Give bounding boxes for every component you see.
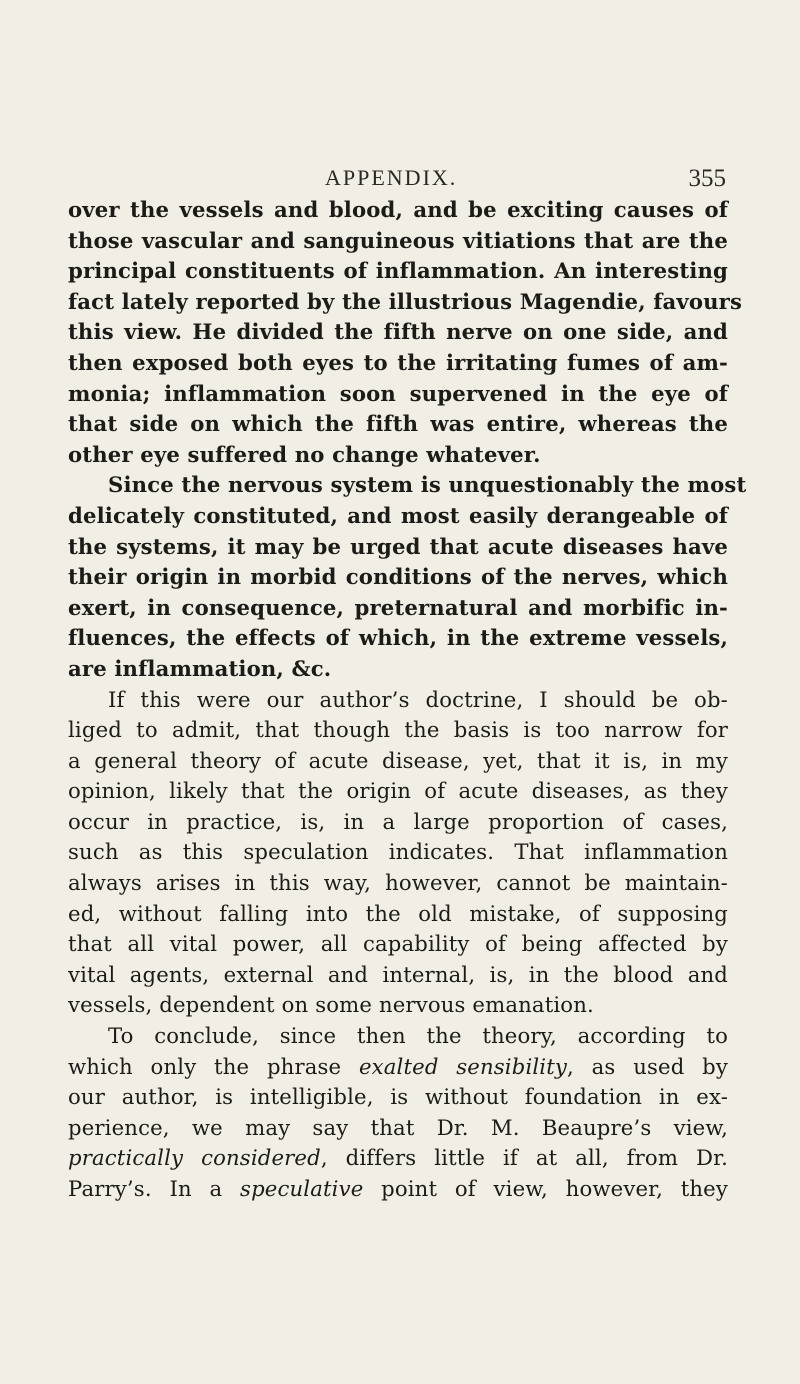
text-line: that side on which the fifth was entire, whereas the bbox=[68, 411, 728, 437]
text-line: always arises in this way, however, cannot be maintain- bbox=[68, 870, 728, 896]
text-line bbox=[68, 1052, 728, 1083]
body-text bbox=[68, 195, 747, 1205]
text-line: their origin in morbid conditions of the nerves, which bbox=[68, 564, 728, 590]
text-line: fact lately reported by the illustrious Magendie, favours bbox=[68, 288, 743, 314]
text-line: the systems, it may be urged that acute diseases have bbox=[68, 533, 728, 559]
text-line: monia; inflammation soon supervened in the eye of bbox=[68, 380, 728, 406]
text-line: fluences, the effects of which, in the extreme vessels, bbox=[68, 625, 728, 651]
text-segment: , as used by bbox=[567, 1053, 728, 1079]
text-segment: point of view, however, they bbox=[363, 1176, 728, 1201]
text-line: If this were our author’s doctrine, I should be ob- bbox=[108, 686, 728, 712]
text-line: that all vital power, all capability of being affected by bbox=[68, 931, 728, 957]
text-line: To conclude, since then the theory, according to bbox=[108, 1023, 728, 1049]
text-line: this view. He divided the fifth nerve on one side, and bbox=[68, 319, 728, 345]
text-line: our author, is intelligible, is without foundation in ex- bbox=[68, 1084, 728, 1110]
text-line: opinion, likely that the origin of acute diseases, as they bbox=[68, 778, 728, 804]
page-number: 355 bbox=[688, 165, 726, 192]
text-line: perience, we may say that Dr. M. Beaupre’s view, bbox=[68, 1114, 728, 1140]
running-title: APPENDIX. bbox=[325, 165, 458, 190]
text-segment: , differs little if at all, from Dr. bbox=[320, 1145, 728, 1171]
text-segment: Parry’s. In a bbox=[68, 1176, 241, 1201]
text-line: principal constituents of inflammation. An interesting bbox=[68, 258, 728, 284]
text-line: are inflammation, &c. bbox=[68, 655, 332, 681]
text-line bbox=[68, 1174, 728, 1205]
text-line: vessels, dependent on some nervous emanation. bbox=[68, 992, 594, 1018]
text-line: occur in practice, is, in a large proportion of cases, bbox=[68, 808, 728, 834]
italic-phrase: exalted sensibility bbox=[358, 1053, 568, 1079]
text-line: exert, in consequence, preternatural and morbific in- bbox=[68, 594, 728, 620]
text-line: other eye suffered no change whatever. bbox=[68, 441, 541, 467]
text-line: ed, without falling into the old mistake, of supposing bbox=[68, 900, 728, 926]
text-line: delicately constituted, and most easily derangeable of bbox=[68, 502, 728, 528]
text-line: Since the nervous system is unquestionably the most bbox=[108, 472, 747, 498]
text-line: over the vessels and blood, and be exciting causes of bbox=[68, 197, 728, 222]
italic-phrase: practically considered bbox=[68, 1145, 321, 1171]
text-line: those vascular and sanguineous vitiations that are the bbox=[68, 227, 728, 253]
text-line: a general theory of acute disease, yet, that it is, in my bbox=[68, 747, 728, 773]
text-line: then exposed both eyes to the irritating fumes of am- bbox=[68, 349, 728, 375]
italic-phrase: speculative bbox=[240, 1176, 364, 1201]
text-line: vital agents, external and internal, is, in the blood and bbox=[68, 961, 728, 987]
text-line: such as this speculation indicates. That inflammation bbox=[68, 839, 728, 865]
running-head bbox=[68, 165, 726, 195]
text-line bbox=[68, 1143, 728, 1174]
text-line: liged to admit, that though the basis is too narrow for bbox=[68, 717, 728, 743]
text-segment: which only the phrase bbox=[68, 1053, 359, 1079]
